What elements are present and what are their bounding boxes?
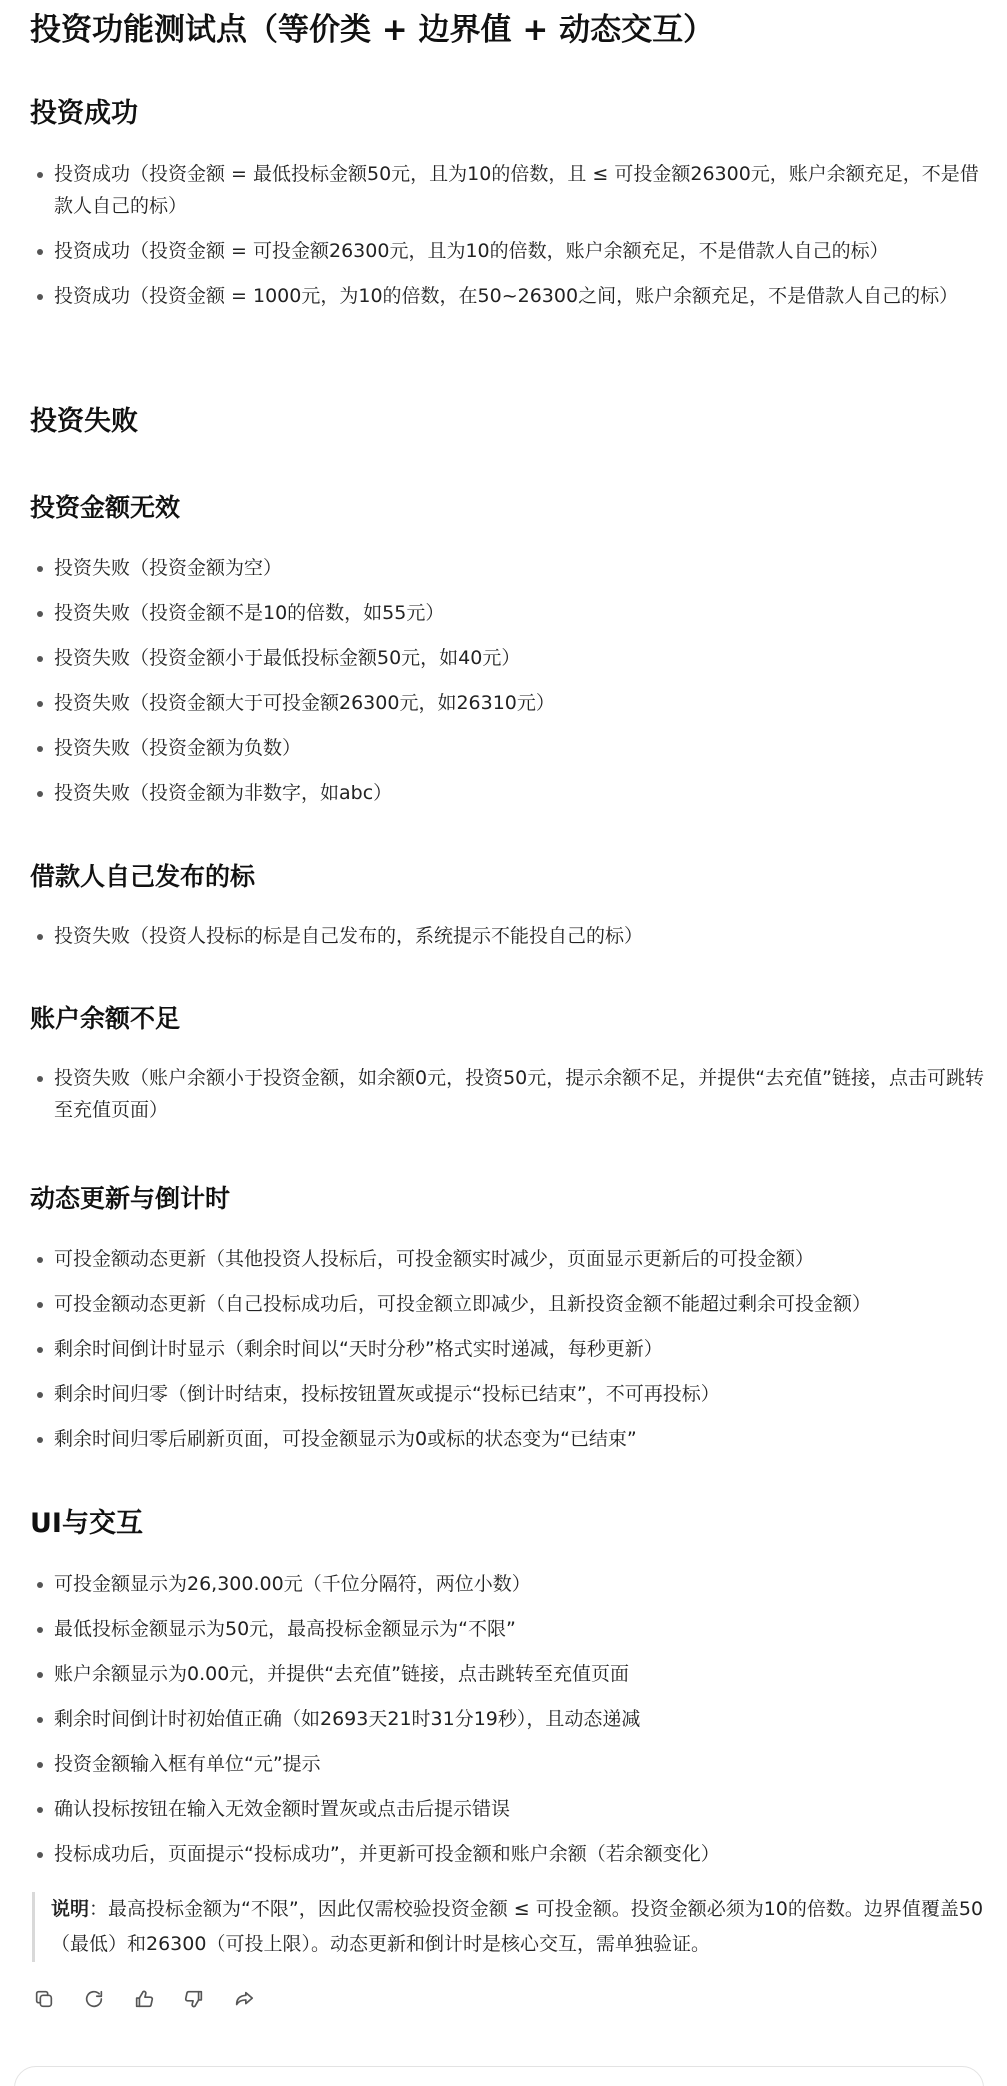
list-item: 账户余额显示为0.00元，并提供“去充值”链接，点击跳转至充值页面: [30, 1658, 990, 1690]
list-item: 投资失败（投资金额为负数）: [30, 732, 990, 764]
list-dynamic: [30, 1243, 990, 1468]
list-item: 投资失败（投资金额不是10的倍数，如55元）: [30, 597, 990, 629]
note-label: 说明: [51, 1898, 90, 1920]
list-item: 剩余时间归零（倒计时结束，投标按钮置灰或提示“投标已结束”，不可再投标）: [30, 1378, 990, 1410]
heading-own-loan: 借款人自己发布的标: [30, 862, 256, 891]
list-item: 可投金额动态更新（其他投资人投标后，可投金额实时减少，页面显示更新后的可投金额）: [30, 1243, 990, 1275]
list-item: 可投金额显示为26,300.00元（千位分隔符，两位小数）: [30, 1568, 990, 1600]
share-button[interactable]: [230, 1985, 258, 2013]
list-item: 投资失败（投资金额为非数字，如abc）: [30, 777, 990, 809]
list-insufficient-balance: [30, 1062, 990, 1139]
list-item: 投资失败（投资金额大于可投金额26300元，如26310元）: [30, 687, 990, 719]
list-item: 剩余时间倒计时初始值正确（如2693天21时31分19秒），且动态递减: [30, 1703, 990, 1735]
heading-insufficient-balance: 账户余额不足: [30, 1004, 181, 1033]
list-item: 最低投标金额显示为50元，最高投标金额显示为“不限”: [30, 1613, 990, 1645]
heading-invalid-amount: 投资金额无效: [30, 493, 181, 522]
list-item: 投资成功（投资金额 = 最低投标金额50元，且为10的倍数，且 ≤ 可投金额26300元，账户余额充足，不是借款人自己的标）: [30, 158, 990, 222]
list-item: 投资失败（投资金额为空）: [30, 552, 990, 584]
list-ui: [30, 1568, 990, 1883]
list-item: 投资成功（投资金额 = 可投金额26300元，且为10的倍数，账户余额充足，不是借款人自己的标）: [30, 235, 990, 267]
message-input-box[interactable]: [14, 2066, 984, 2086]
list-item: 投资失败（账户余额小于投资金额，如余额0元，投资50元，提示余额不足，并提供“去充值”链接，点击可跳转至充值页面）: [30, 1062, 990, 1126]
list-item: 投资失败（投资人投标的标是自己发布的，系统提示不能投自己的标）: [30, 920, 990, 952]
list-success: [30, 158, 990, 325]
note-text: ：最高投标金额为“不限”，因此仅需校验投资金额 ≤ 可投金额。投资金额必须为10的倍数。边界值覆盖50（最低）和26300（可投上限）。动态更新和倒计时是核心交互，需单独验证。: [51, 1898, 984, 1955]
heading-failure: 投资失败: [30, 406, 138, 437]
copy-button[interactable]: [30, 1985, 58, 2013]
regenerate-icon: [83, 1988, 105, 2010]
thumbs-up-button[interactable]: [130, 1985, 158, 2013]
list-invalid-amount: [30, 552, 990, 822]
list-item: 剩余时间倒计时显示（剩余时间以“天时分秒”格式实时递减，每秒更新）: [30, 1333, 990, 1365]
thumbs-up-icon: [133, 1988, 155, 2010]
list-own-loan: [30, 920, 990, 965]
thumbs-down-icon: [183, 1988, 205, 2010]
list-item: 剩余时间归零后刷新页面，可投金额显示为0或标的状态变为“已结束”: [30, 1423, 990, 1455]
message-actions: [30, 1985, 258, 2013]
copy-icon: [33, 1988, 55, 2010]
page-title: 投资功能测试点（等价类 + 边界值 + 动态交互）: [30, 12, 715, 48]
list-item: 投资成功（投资金额 = 1000元，为10的倍数，在50~26300之间，账户余额充足，不是借款人自己的标）: [30, 280, 990, 312]
list-item: 投标成功后，页面提示“投标成功”，并更新可投金额和账户余额（若余额变化）: [30, 1838, 990, 1870]
heading-ui: UI与交互: [30, 1508, 143, 1539]
heading-success: 投资成功: [30, 98, 138, 129]
heading-dynamic: 动态更新与倒计时: [30, 1184, 231, 1213]
note-blockquote: [32, 1892, 990, 1962]
share-icon: [233, 1988, 255, 2010]
list-item: 投资金额输入框有单位“元”提示: [30, 1748, 990, 1780]
regenerate-button[interactable]: [80, 1985, 108, 2013]
list-item: 投资失败（投资金额小于最低投标金额50元，如40元）: [30, 642, 990, 674]
thumbs-down-button[interactable]: [180, 1985, 208, 2013]
list-item: 可投金额动态更新（自己投标成功后，可投金额立即减少，且新投资金额不能超过剩余可投金额）: [30, 1288, 990, 1320]
list-item: 确认投标按钮在输入无效金额时置灰或点击后提示错误: [30, 1793, 990, 1825]
